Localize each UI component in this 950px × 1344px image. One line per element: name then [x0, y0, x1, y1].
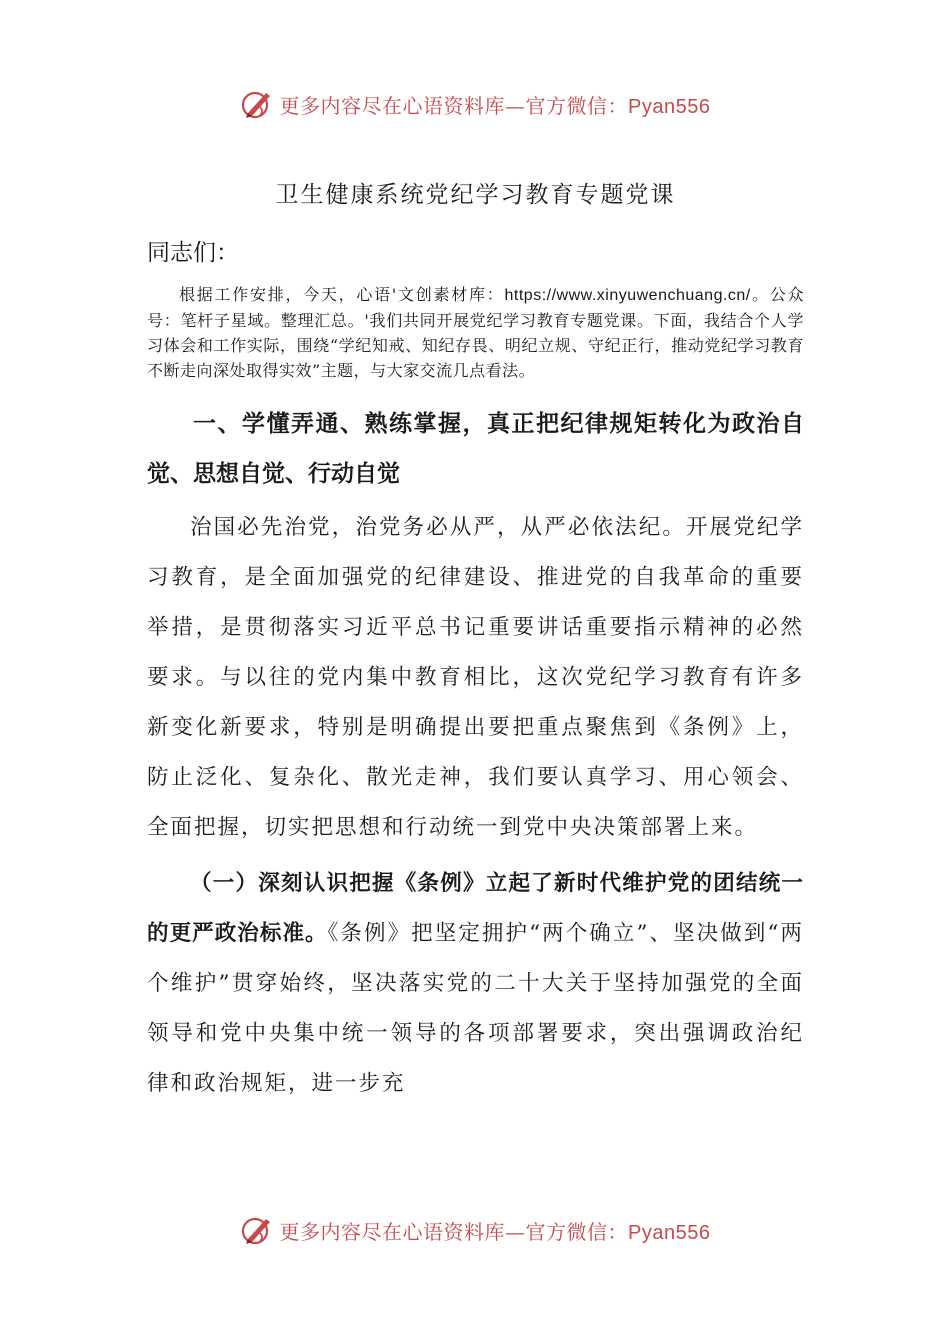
subsection-1 — [147, 859, 804, 1109]
pen-logo-icon — [240, 87, 274, 121]
watermark-dash: — — [505, 93, 526, 118]
greeting: 同志们： — [147, 240, 239, 266]
watermark-text — [280, 1216, 711, 1245]
subsection-1-text: 《条例》把坚定拥护“两个确立”、坚决做到“两个维护”贯穿始终，坚决落实党的二十大关于坚持加强党的全面领导和党中央集中统一领导的各项部署要求，突出强调政治纪律和政治规矩，进一步充 — [147, 921, 804, 1096]
watermark-wechat: 官方微信： — [525, 1219, 629, 1244]
watermark-text — [280, 90, 711, 119]
section-heading-1: 一、学懂弄通、熟练掌握，真正把纪律规矩转化为政治自觉、思想自觉、行动自觉 — [147, 411, 804, 487]
watermark-id: Pyan556 — [628, 95, 711, 118]
intro-paragraph — [147, 282, 804, 383]
watermark-main: 更多内容尽在心语资料库 — [279, 93, 506, 118]
document-body — [147, 170, 804, 1115]
intro-link[interactable]: https://www.xinyuwenchuang.cn/ — [504, 287, 751, 304]
watermark-wechat: 官方微信： — [525, 93, 629, 118]
intro-text-b: 。公众号：笔杆子星域。整理汇总。'我们共同开展党纪学习教育专题党课。下面，我结合个人学习体会和工作实际，围绕“学纪知戒、知纪存畏、明纪立规、守纪正行，推动党纪学习教育不断走向深处取得实效”主题，与大家交流几点看法。 — [147, 285, 804, 380]
subsection-1-heading: （一）深刻认识把握《条例》立起了新时代维护党的团结统一的更严政治标准。 — [147, 871, 804, 946]
watermark-id: Pyan556 — [628, 1221, 711, 1244]
paragraph-1: 治国必先治党，治党务必从严，从严必依法纪。开展党纪学习教育，是全面加强党的纪律建设、推进党的自我革命的重要举措，是贯彻落实习近平总书记重要讲话重要指示精神的必然要求。与以往的党内集中教育相比，这次党纪学习教育有许多新变化新要求，特别是明确提出要把重点聚焦到《条例》上，防止泛化、复杂化、散光走神，我们要认真学习、用心领会、全面把握，切实把思想和行动统一到党中央决策部署上来。 — [147, 515, 804, 840]
intro-text-a: 根据工作安排，今天，心语'文创素材库： — [179, 285, 505, 304]
watermark-main: 更多内容尽在心语资料库 — [279, 1219, 506, 1244]
watermark-dash: — — [505, 1219, 526, 1244]
document-title: 卫生健康系统党纪学习教育专题党课 — [275, 182, 676, 208]
watermark-footer — [0, 1210, 950, 1250]
watermark-header — [0, 84, 950, 124]
pen-logo-icon — [240, 1213, 274, 1247]
